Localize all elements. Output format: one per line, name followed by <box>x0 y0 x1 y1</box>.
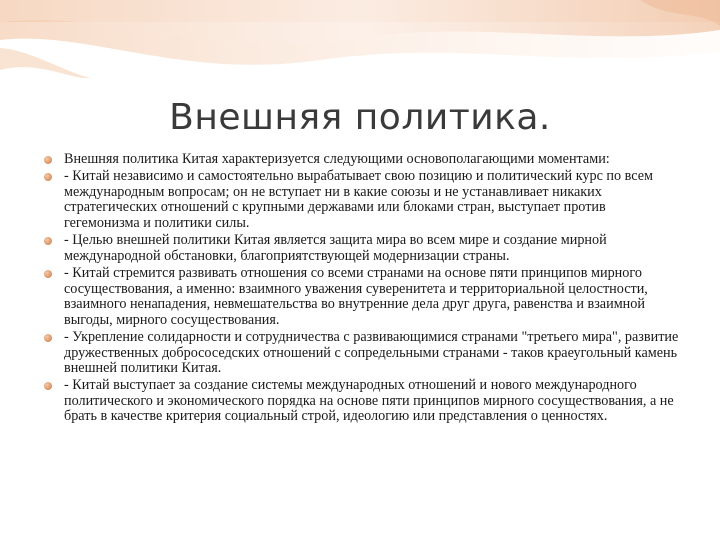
bullet-text: - Укрепление солидарности и сотрудничества с развивающимися странами "третьего мира", развитие дружественных добрососедских отношений с сопредельными странами - таков краеугольный камень внешней политики Китая. <box>64 328 679 377</box>
bullet-item <box>42 378 682 425</box>
bullet-item <box>42 169 682 231</box>
bullet-text: - Китай стремится развивать отношения со всеми странами на основе пяти принципов мирного сосуществования, а именно: взаимного уважения суверенитета и территориальной целостности, взаимного ненападения, невмешательства во внутренние дела друг друга, равенства и взаимной выгоды, мирного сосуществования. <box>64 264 648 328</box>
bullet-dot-icon <box>44 173 52 181</box>
bullet-text: Внешняя политика Китая характеризуется следующими основополагающими моментами: <box>64 151 610 167</box>
bullet-text: - Целью внешней политики Китая является защита мира во всем мире и создание мирной международной обстановки, благоприятствующей модернизации страны. <box>64 232 607 264</box>
bullet-item <box>42 330 682 377</box>
bullet-text: - Китай выступает за создание системы международных отношений и нового международного политического и экономического порядка на основе пяти принципов мирного сосуществования, а не брать в качестве критерия социальный строй, идеологию или представления о ценностях. <box>64 377 674 425</box>
bullet-text: - Китай независимо и самостоятельно вырабатывает свою позицию и политический курс по всем международным вопросам; он не вступает ни в какие союзы и не устанавливает никаких стратегических отношений с крупными державами или блоками стран, выступает против гегемонизма и политики силы. <box>64 168 654 231</box>
bullet-dot-icon <box>44 270 52 278</box>
bullet-dot-icon <box>44 156 52 164</box>
bullet-dot-icon <box>44 237 52 245</box>
bullet-dot-icon <box>44 334 52 342</box>
slide-title: Внешняя политика. <box>169 97 551 138</box>
bullet-dot-icon <box>44 382 52 390</box>
bullet-item <box>42 233 682 264</box>
bullet-list <box>42 152 682 427</box>
bullet-item <box>42 152 682 168</box>
bullet-item <box>42 266 682 328</box>
